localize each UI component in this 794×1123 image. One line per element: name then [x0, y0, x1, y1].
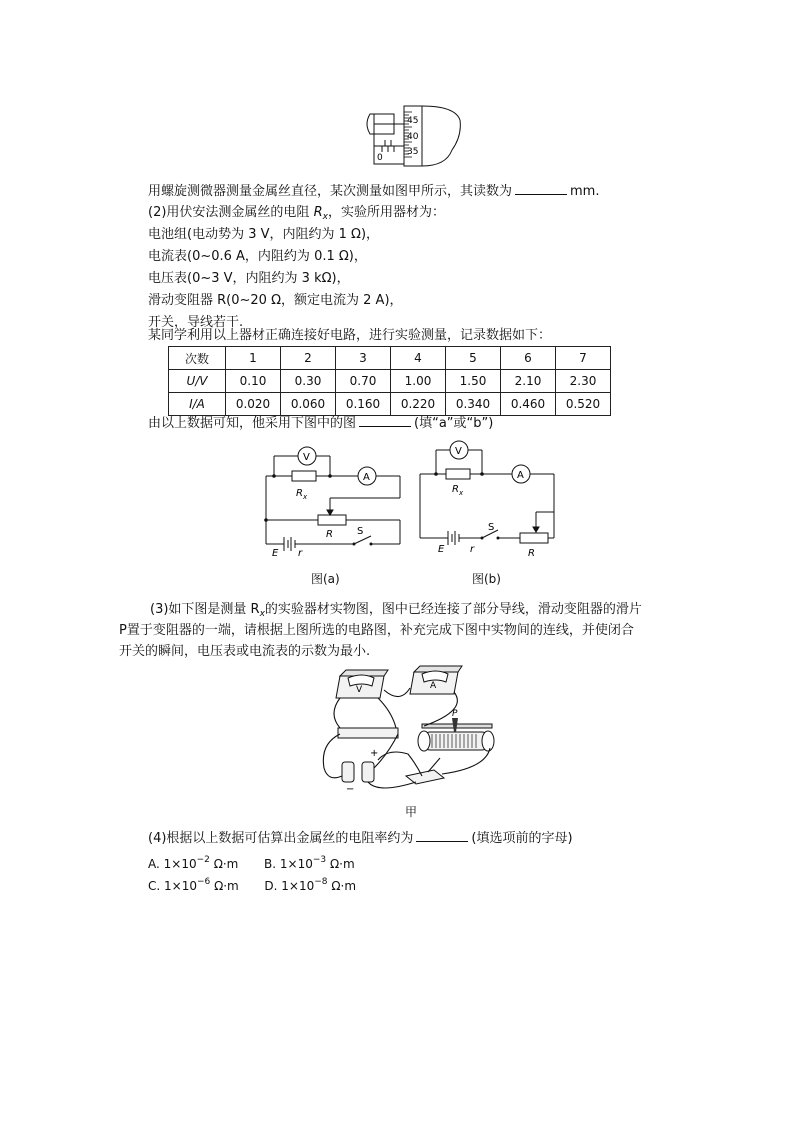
q2-intro-after: ，实验所用器材为：: [327, 205, 445, 220]
circuit-a-caption: 图(a): [311, 572, 340, 586]
q3-line-1-start: (3)如下图是测量 R: [150, 602, 260, 617]
table-cell: 6: [501, 347, 556, 370]
table-cell: 0.220: [391, 393, 446, 416]
apparatus-minus-label: −: [346, 784, 355, 795]
option-b-label: B. 1×10: [264, 857, 313, 871]
q3-line-1-end: 的实验器材实物图，图中已经连接了部分导线，滑动变阻器的滑片: [264, 602, 642, 617]
q1-answer-blank[interactable]: [515, 181, 567, 195]
table-cell: 0.30: [281, 370, 336, 393]
circuit-b-diagram: [412, 440, 562, 564]
option-c-label: C. 1×10: [148, 879, 197, 893]
record-text: 某同学利用以上器材正确连接好电路，进行实验测量，记录数据如下：: [148, 328, 552, 343]
q4-text-after: (填选项前的字母): [471, 831, 573, 846]
q4-line: [148, 828, 573, 849]
table-cell: 4: [391, 347, 446, 370]
option-b-exp: −3: [312, 855, 327, 865]
table-cell: 0.520: [556, 393, 611, 416]
circuit-a-rx-label: R: [296, 488, 303, 499]
circuit-a-internal-r-label: r: [298, 548, 303, 559]
table-cell: 1.50: [446, 370, 501, 393]
option-c-exp: −6: [196, 877, 211, 887]
q1-line: [148, 181, 599, 202]
option-d-exp: −8: [314, 877, 328, 887]
circuit-a-r-label: R: [326, 529, 333, 540]
circuit-a-ammeter-label: A: [363, 472, 370, 483]
circuit-b-e-label: E: [438, 544, 445, 555]
option-b[interactable]: [264, 857, 355, 871]
rx-sub: x: [322, 212, 328, 222]
circuit-b-ammeter-label: A: [517, 470, 524, 481]
circuit-a-diagram: [258, 440, 408, 564]
table-cell: 0.340: [446, 393, 501, 416]
circuit-b-caption: 图(b): [472, 572, 501, 586]
q1-text: 用螺旋测微器测量金属丝直径，某次测量如图甲所示，其读数为: [148, 184, 513, 199]
equipment-item: 电流表(0~0.6 A，内阻约为 0.1 Ω)，: [148, 249, 367, 264]
circuit-a-rx-sub: x: [303, 493, 308, 501]
q4-text-before: (4)根据以上数据可估算出金属丝的电阻率约为: [148, 831, 414, 846]
option-d-label: D. 1×10: [264, 879, 315, 893]
thimble-label-45: 45: [407, 116, 419, 126]
q2-intro-before: (2)用伏安法测金属丝的电阻: [148, 205, 314, 220]
table-cell: 2.30: [556, 370, 611, 393]
table-cell: 3: [336, 347, 391, 370]
equipment-item: 电池组(电动势为 3 V，内阻约为 1 Ω)，: [148, 227, 380, 242]
q4-answer-blank[interactable]: [416, 828, 468, 842]
table-cell: 0.060: [281, 393, 336, 416]
circuit-a-voltmeter-label: V: [303, 452, 310, 463]
option-b-unit: Ω·m: [326, 857, 355, 871]
table-cell: 2: [281, 347, 336, 370]
q4-options-row-1: [148, 850, 355, 874]
option-a-label: A. 1×10: [148, 857, 197, 871]
sleeve-label-0: 0: [377, 153, 383, 163]
table-cell: 7: [556, 347, 611, 370]
thimble-label-40: 40: [407, 132, 419, 142]
option-a-exp: −2: [196, 855, 210, 865]
circuit-a-e-label: E: [272, 548, 279, 559]
option-d-unit: Ω·m: [327, 879, 357, 893]
q2-conclusion-before: 由以上数据可知，他采用下图中的图: [148, 416, 357, 431]
q3-rx-sub: x: [259, 609, 265, 619]
equipment-item: 滑动变阻器 R(0~20 Ω，额定电流为 2 A)，: [148, 293, 403, 308]
measurement-table: [168, 346, 611, 416]
table-cell: 5: [446, 347, 501, 370]
circuit-b-internal-r-label: r: [470, 544, 475, 555]
option-c-unit: Ω·m: [210, 879, 239, 893]
q2-conclusion-after: (填“a”或“b”): [414, 416, 494, 431]
table-cell: 次数: [169, 347, 226, 370]
q2-conclusion: [148, 413, 493, 434]
micrometer-figure: [360, 100, 470, 170]
q3-line-3: 开关的瞬间，电压表或电流表的示数为最小.: [119, 644, 371, 659]
q2-answer-blank[interactable]: [359, 413, 411, 427]
table-cell: 0.70: [336, 370, 391, 393]
circuit-a-s-label: S: [357, 526, 364, 537]
q1-unit: mm.: [570, 184, 600, 199]
option-d[interactable]: [264, 879, 356, 893]
table-cell: 0.10: [226, 370, 281, 393]
option-a-unit: Ω·m: [209, 857, 239, 871]
table-row: [169, 370, 611, 393]
table-cell: 1.00: [391, 370, 446, 393]
table-cell: 0.160: [336, 393, 391, 416]
apparatus-illustration: [318, 664, 508, 796]
apparatus-plus-label: +: [370, 748, 379, 759]
q4-options-row-2: [148, 872, 356, 896]
table-cell: U/V: [169, 370, 226, 393]
option-c[interactable]: [148, 879, 239, 893]
circuit-b-r-label: R: [528, 548, 535, 559]
apparatus-slider-label: P: [452, 709, 458, 719]
rx-symbol: R: [313, 205, 323, 220]
apparatus-caption: 甲: [405, 805, 418, 819]
equipment-item: 开关，导线若干.: [148, 315, 244, 330]
table-cell: 1: [226, 347, 281, 370]
option-a[interactable]: [148, 857, 238, 871]
apparatus-voltmeter-label: V: [356, 685, 363, 695]
circuit-b-rx-sub: x: [459, 489, 464, 497]
table-cell: I/A: [169, 393, 226, 416]
table-cell: 2.10: [501, 370, 556, 393]
table-cell: 0.020: [226, 393, 281, 416]
table-cell: 0.460: [501, 393, 556, 416]
circuit-b-rx-label: R: [452, 484, 459, 495]
table-row: [169, 347, 611, 370]
thimble-label-35: 35: [407, 147, 419, 157]
circuit-b-voltmeter-label: V: [455, 446, 462, 457]
equipment-item: 电压表(0~3 V，内阻约为 3 kΩ)，: [148, 271, 350, 286]
q3-line-2: P置于变阻器的一端，请根据上图所选的电路图，补充完成下图中实物间的连线，并使闭合: [119, 623, 634, 638]
circuit-b-s-label: S: [488, 522, 495, 533]
apparatus-ammeter-label: A: [430, 681, 437, 691]
q2-intro: [148, 203, 445, 227]
